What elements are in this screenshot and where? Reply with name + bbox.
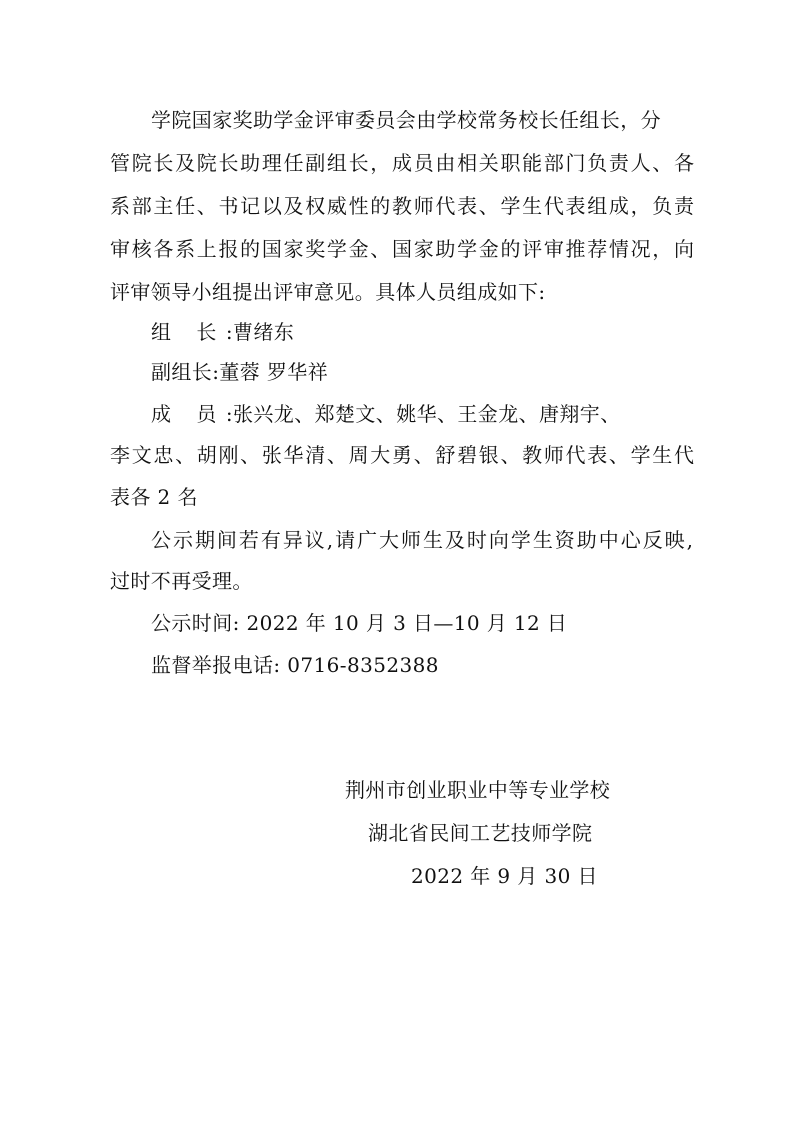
report-phone: 监督举报电话: 0716-8352388 — [151, 653, 439, 677]
intro-line-1: 学院国家奖助学金评审委员会由学校常务校长任组长，分 — [151, 108, 661, 132]
members-line-3: 表各 2 名 — [110, 485, 198, 509]
leader-label: 组 长: — [151, 320, 233, 344]
members-names-1: 张兴龙、郑楚文、姚华、王金龙、唐翔宇、 — [233, 402, 621, 426]
deputy-leader-line — [151, 360, 328, 384]
deputy-leader-names: 董蓉 罗华祥 — [219, 360, 329, 384]
intro-line-5: 评审领导小组提出评审意见。具体人员组成如下: — [110, 280, 546, 304]
objection-line-2: 过时不再受理。 — [110, 569, 253, 593]
objection-line-1: 公示期间若有异议,请广大师生及时向学生资助中心反映, — [151, 528, 693, 552]
members-label: 成 员: — [151, 402, 233, 426]
publicity-time: 公示时间: 2022 年 10 月 3 日—10 月 12 日 — [151, 611, 568, 635]
members-line-1 — [151, 402, 621, 426]
document-date: 2022 年 9 月 30 日 — [411, 864, 598, 888]
members-line-2: 李文忠、胡刚、张华清、周大勇、舒碧银、教师代表、学生代 — [110, 443, 694, 467]
leader-line — [151, 320, 294, 344]
intro-line-4: 审核各系上报的国家奖学金、国家助学金的评审推荐情况，向 — [110, 237, 694, 261]
deputy-leader-label: 副组长: — [151, 360, 220, 384]
signature-school-2: 湖北省民间工艺技师学院 — [368, 821, 593, 845]
intro-line-2: 管院长及院长助理任副组长，成员由相关职能部门负责人、各 — [110, 151, 694, 175]
leader-name: 曹绪东 — [233, 320, 295, 344]
intro-line-3: 系部主任、书记以及权威性的教师代表、学生代表组成，负责 — [110, 194, 694, 218]
signature-school-1: 荆州市创业职业中等专业学校 — [345, 778, 611, 802]
